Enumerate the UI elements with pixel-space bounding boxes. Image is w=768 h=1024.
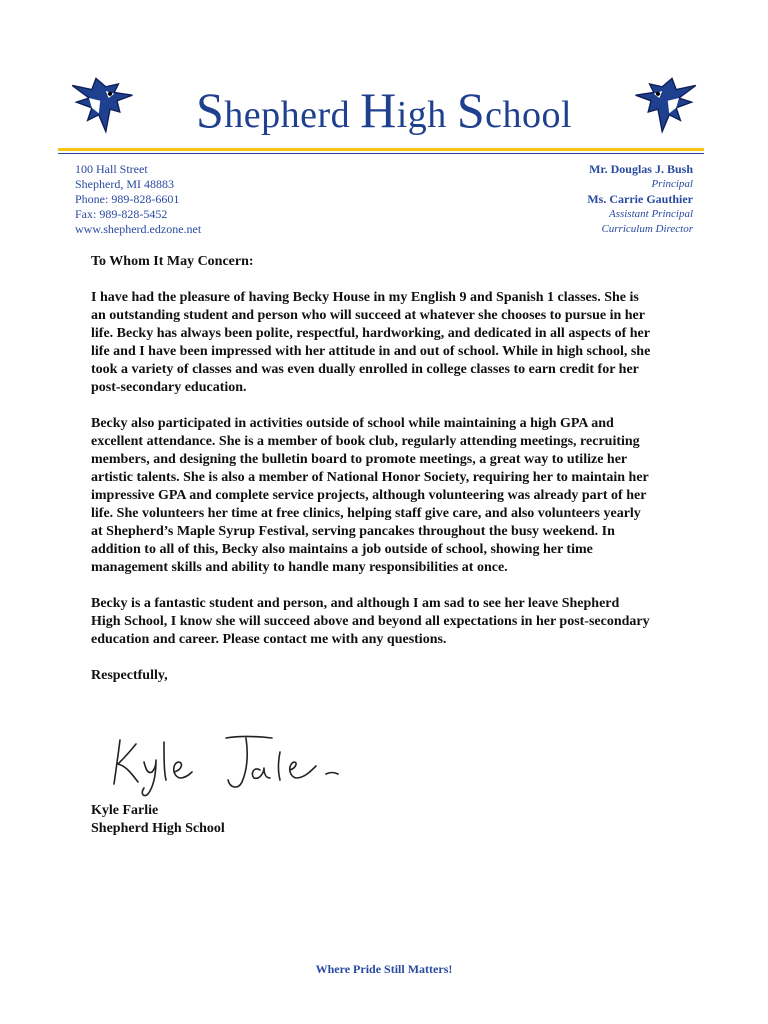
- website-link: www.shepherd.edzone.net: [75, 222, 202, 236]
- signer-organization: Shepherd High School: [91, 821, 225, 836]
- principal-name: Mr. Douglas J. Bush: [589, 162, 693, 176]
- principal-title: Principal: [651, 178, 693, 190]
- school-name: Shepherd High School: [195, 82, 573, 138]
- curriculum-director-title: Curriculum Director: [601, 223, 693, 235]
- letter-paragraph: I have had the pleasure of having Becky House in my English 9 and Spanish 1 classes. She is an outstanding student and person who will succeed at whatever she chooses to pursue in her life. Becky has always been polite, respectful, hardworking, and dedicated in all aspects of her life and I have been impressed with her attitude in and out of school. While in high school, she took a variety of classes and was even dually enrolled in college classes to earn credit for her post-secondary education.: [91, 290, 651, 395]
- assistant-principal-name: Ms. Carrie Gauthier: [587, 192, 693, 206]
- school-address: [75, 162, 201, 237]
- salutation: To Whom It May Concern:: [91, 254, 254, 269]
- letter-paragraph: Becky is a fantastic student and person, and although I am sad to see her leave Shepherd High School, I know she will succeed above and beyond all expectations in her post-secondary education and career. Please contact me with any questions.: [91, 596, 650, 647]
- letter-paragraph: Becky also participated in activities outside of school while maintaining a high GPA and excellent attendance. She is a member of book club, regularly attending meetings, recruiting members, and designing the bulletin board to promote meetings, a great way to utilize her artistic talents. She is also a member of National Honor Society, requiring her to maintain her impressive GPA and complete service projects, although volunteering was already part of her life. She volunteers her time at free clinics, helping staff give care, and also volunteers yearly at Shepherd’s Maple Syrup Festival, serving pancakes throughout the busy weekend. In addition to all of this, Becky also maintains a job outside of school, showing her time management skills and ability to handle many responsibilities at once.: [91, 416, 649, 575]
- signer-name: Kyle Farlie: [91, 803, 159, 818]
- closing: Respectfully,: [91, 668, 168, 683]
- fax-number: Fax: 989-828-5452: [75, 207, 168, 221]
- letterhead-divider: [58, 153, 704, 154]
- handwritten-signature: [94, 722, 344, 802]
- address-line: Shepherd, MI 48883: [75, 177, 174, 191]
- letterhead-divider: [58, 148, 704, 151]
- signer-block: [91, 802, 225, 838]
- assistant-principal-title: Assistant Principal: [608, 208, 693, 220]
- address-line: 100 Hall Street: [75, 162, 148, 176]
- letter-body: [91, 253, 651, 703]
- phone-number: Phone: 989-828-6601: [75, 192, 180, 206]
- administrators: [587, 162, 693, 237]
- footer-motto: Where Pride Still Matters!: [315, 962, 453, 976]
